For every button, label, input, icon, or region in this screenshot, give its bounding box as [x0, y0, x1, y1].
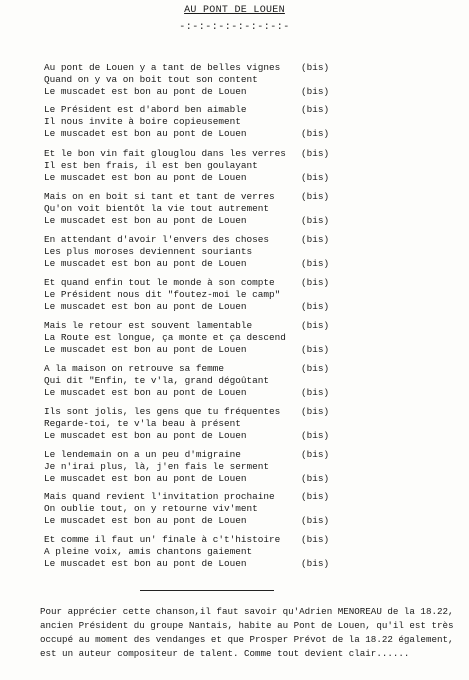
- lyric-text: Le muscadet est bon au pont de Louen: [44, 128, 247, 139]
- lyric-text: Le Président est d'abord ben aimable: [44, 104, 247, 115]
- stanza: [44, 104, 444, 140]
- lyric-line: [44, 558, 444, 570]
- lyric-text: Regarde-toi, te v'la beau à présent: [44, 418, 241, 429]
- lyric-line: [44, 86, 444, 98]
- lyric-text: A pleine voix, amis chantons gaiement: [44, 546, 253, 557]
- lyric-line: [44, 246, 444, 258]
- bis-marker: (bis): [301, 191, 330, 202]
- lyric-text: On oublie tout, on y retourne viv'ment: [44, 503, 258, 514]
- footer-line: ancien Président du groupe Nantais, habite au Pont de Louen, qu'il est très: [40, 620, 454, 631]
- lyric-text: Il nous invite à boire copieusement: [44, 116, 241, 127]
- footer-note: [40, 605, 454, 661]
- bis-marker: (bis): [301, 558, 330, 569]
- stanza: [44, 191, 444, 227]
- bis-marker: (bis): [301, 320, 330, 331]
- lyric-text: Au pont de Louen y a tant de belles vignes: [44, 62, 281, 73]
- lyric-line: [44, 430, 444, 442]
- lyric-text: Qui dit "Enfin, te v'la, grand dégoûtant: [44, 375, 270, 386]
- stanza: [44, 62, 444, 98]
- lyric-line: [44, 332, 444, 344]
- song-title: AU PONT DE LOUEN: [184, 5, 285, 16]
- stanza: [44, 406, 444, 442]
- lyric-text: Le muscadet est bon au pont de Louen: [44, 86, 247, 97]
- footer-line: est un auteur compositeur de talent. Comme tout devient clair......: [40, 648, 410, 659]
- bis-marker: (bis): [301, 104, 330, 115]
- title-decoration: -:-:-:-:-:-:-:-:-: [179, 22, 290, 33]
- lyric-text: Le muscadet est bon au pont de Louen: [44, 172, 247, 183]
- lyric-line: [44, 320, 444, 332]
- footer-line: occupé au moment des vendanges et que Prosper Prévot de la 18.22 également,: [40, 634, 454, 645]
- lyric-text: Mais on en boit si tant et tant de verres: [44, 191, 275, 202]
- lyric-text: Et quand enfin tout le monde à son compte: [44, 277, 275, 288]
- lyric-text: Qu'on voit bientôt la vie tout autrement: [44, 203, 270, 214]
- stanza: [44, 148, 444, 184]
- lyric-text: Quand on y va on boit tout son content: [44, 74, 258, 85]
- lyric-text: Mais le retour est souvent lamentable: [44, 320, 253, 331]
- bis-marker: (bis): [301, 430, 330, 441]
- bis-marker: (bis): [301, 86, 330, 97]
- lyric-line: [44, 461, 444, 473]
- bis-marker: (bis): [301, 148, 330, 159]
- bis-marker: (bis): [301, 128, 330, 139]
- lyric-text: Mais quand revient l'invitation prochaine: [44, 491, 275, 502]
- lyric-line: [44, 534, 444, 546]
- stanza: [44, 320, 444, 356]
- bis-marker: (bis): [301, 62, 330, 73]
- lyric-text: Le muscadet est bon au pont de Louen: [44, 258, 247, 269]
- bis-marker: (bis): [301, 363, 330, 374]
- lyric-line: [44, 301, 444, 313]
- lyric-text: Le muscadet est bon au pont de Louen: [44, 473, 247, 484]
- lyric-line: [44, 234, 444, 246]
- bis-marker: (bis): [301, 172, 330, 183]
- bis-marker: (bis): [301, 515, 330, 526]
- bis-marker: (bis): [301, 301, 330, 312]
- stanza: [44, 234, 444, 270]
- lyric-line: [44, 515, 444, 527]
- lyric-text: A la maison on retrouve sa femme: [44, 363, 225, 374]
- lyric-line: [44, 203, 444, 215]
- lyric-text: La Route est longue, ça monte et ça descend: [44, 332, 286, 343]
- lyric-text: Le muscadet est bon au pont de Louen: [44, 215, 247, 226]
- bis-marker: (bis): [301, 534, 330, 545]
- stanza: [44, 491, 444, 527]
- lyric-text: Ils sont jolis, les gens que tu fréquentes: [44, 406, 281, 417]
- lyric-line: [44, 406, 444, 418]
- lyric-line: [44, 128, 444, 140]
- lyric-line: [44, 277, 444, 289]
- lyric-line: [44, 104, 444, 116]
- bis-marker: (bis): [301, 406, 330, 417]
- stanza: [44, 449, 444, 485]
- lyric-text: Le Président nous dit "foutez-moi le camp": [44, 289, 281, 300]
- bis-marker: (bis): [301, 234, 330, 245]
- lyric-line: [44, 74, 444, 86]
- lyric-text: Le muscadet est bon au pont de Louen: [44, 344, 247, 355]
- bis-marker: (bis): [301, 473, 330, 484]
- stanza: [44, 363, 444, 399]
- lyric-line: [44, 503, 444, 515]
- lyric-line: [44, 491, 444, 503]
- lyric-line: [44, 160, 444, 172]
- lyric-line: [44, 449, 444, 461]
- stanza: [44, 277, 444, 313]
- lyric-line: [44, 418, 444, 430]
- bis-marker: (bis): [301, 387, 330, 398]
- lyric-text: Le lendemain on a un peu d'migraine: [44, 449, 241, 460]
- bis-marker: (bis): [301, 215, 330, 226]
- lyric-line: [44, 375, 444, 387]
- lyric-text: Le muscadet est bon au pont de Louen: [44, 301, 247, 312]
- lyric-line: [44, 116, 444, 128]
- bis-marker: (bis): [301, 491, 330, 502]
- lyric-line: [44, 546, 444, 558]
- bis-marker: (bis): [301, 258, 330, 269]
- lyric-text: Et le bon vin fait glouglou dans les verres: [44, 148, 286, 159]
- lyric-text: En attendant d'avoir l'envers des choses: [44, 234, 270, 245]
- footer-line: Pour apprécier cette chanson,il faut savoir qu'Adrien MENOREAU de la 18.22,: [40, 606, 454, 617]
- bis-marker: (bis): [301, 344, 330, 355]
- lyric-line: [44, 344, 444, 356]
- lyric-line: [44, 258, 444, 270]
- bis-marker: (bis): [301, 449, 330, 460]
- lyric-line: [44, 215, 444, 227]
- lyric-text: Le muscadet est bon au pont de Louen: [44, 430, 247, 441]
- lyric-line: [44, 172, 444, 184]
- lyric-line: [44, 62, 444, 74]
- lyric-text: Il est ben frais, il est ben goulayant: [44, 160, 258, 171]
- lyric-line: [44, 148, 444, 160]
- lyric-line: [44, 363, 444, 375]
- stanza: [44, 534, 444, 570]
- lyric-text: Les plus moroses deviennent souriants: [44, 246, 253, 257]
- lyric-text: Je n'irai plus, là, j'en fais le serment: [44, 461, 270, 472]
- lyric-line: [44, 191, 444, 203]
- lyric-line: [44, 289, 444, 301]
- lyric-text: Le muscadet est bon au pont de Louen: [44, 515, 247, 526]
- lyric-text: Et comme il faut un' finale à c't'histoire: [44, 534, 281, 545]
- separator-rule: [140, 590, 274, 591]
- lyric-line: [44, 387, 444, 399]
- lyric-text: Le muscadet est bon au pont de Louen: [44, 558, 247, 569]
- lyric-line: [44, 473, 444, 485]
- bis-marker: (bis): [301, 277, 330, 288]
- lyric-text: Le muscadet est bon au pont de Louen: [44, 387, 247, 398]
